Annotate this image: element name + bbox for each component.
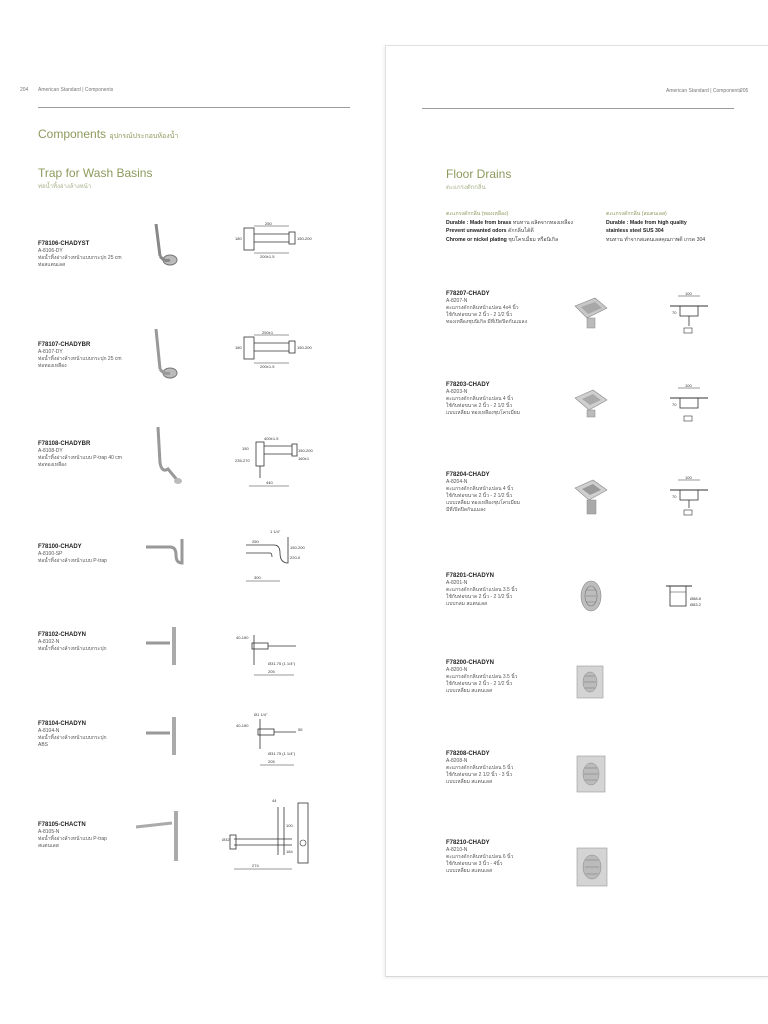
title-en: Components xyxy=(38,127,107,141)
dimension-label: Ø32 xyxy=(222,837,230,842)
dimension-label: 150-200 xyxy=(297,236,312,241)
product-line: ท่อสแตนเลส xyxy=(38,262,66,268)
product-line: มีที่เปิดปิดกันแมลง xyxy=(446,507,486,513)
dimension-label: 100 xyxy=(685,384,692,388)
product-line: ท่อน้ำทิ้งอ่างล้างหน้าแบบกระปุก 25 cm xyxy=(38,255,122,261)
dimension-label: 100 xyxy=(286,823,293,828)
product-line: ท่อน้ำทิ้งอ่างล้างหน้าแบบกระปุก xyxy=(38,646,107,652)
dimension-label: 205 xyxy=(268,759,275,764)
section-subtitle: ท่อน้ำทิ้งอ่างล้างหน้า xyxy=(38,184,92,190)
product-line: ตะแกรงดักกลิ่นหน้าแปลน 3.5 นิ้ว xyxy=(446,587,518,593)
intro-line: Durable : Made from high quality xyxy=(606,219,687,226)
product-item xyxy=(38,631,158,653)
product-line: ตะแกรงดักกลิ่นหน้าแปลน 6 นิ้ว xyxy=(446,854,514,860)
dimension-label: 235-270 xyxy=(235,458,250,463)
product-line: ตะแกรงดักกลิ่นหน้าแปลน 4 นิ้ว xyxy=(446,396,514,402)
dimension-label: 205 xyxy=(268,669,275,674)
product-line: A-8201-N xyxy=(446,580,468,586)
technical-drawing xyxy=(234,709,314,769)
product-item xyxy=(38,543,158,565)
dimension-label: Ø88.8 xyxy=(690,596,701,601)
product-line: ใช้กับท่อขนาด 3 นิ้ว - 4นิ้ว xyxy=(446,861,503,867)
product-code: F78107-CHADYBR xyxy=(38,342,91,348)
dimension-label: 250±1 xyxy=(262,330,274,335)
dimension-label: 184 xyxy=(286,849,293,854)
product-code: F78203-CHADY xyxy=(446,382,490,388)
product-line: A-8102-N xyxy=(38,639,60,645)
dimension-label: 180 xyxy=(235,236,242,241)
dimension-label: 55 xyxy=(298,727,303,732)
technical-drawing xyxy=(666,384,712,428)
product-photo-bottle-trap xyxy=(142,623,188,669)
dimension-label: 300 xyxy=(254,575,261,580)
product-line: ใช้กับท่อขนาด 2 นิ้ว - 2 1/2 นิ้ว xyxy=(446,681,513,687)
product-photo-p-trap xyxy=(142,533,188,573)
page-title xyxy=(38,127,178,142)
product-line: A-8200-N xyxy=(446,667,468,673)
dimension-label: 150-200 xyxy=(298,448,313,453)
technical-drawing xyxy=(234,325,314,370)
intro-line: Chrome or nickel plating ชุบโครเมี่ยม หรือนิเกิล xyxy=(446,236,559,243)
intro-line: Prevent unwanted odors ดักกลิ่นได้ดี xyxy=(446,228,534,235)
technical-drawing xyxy=(234,220,314,260)
product-line: แบบเหลี่ยม สแตนเลส xyxy=(446,868,493,874)
product-line: A-8106-DY xyxy=(38,248,63,254)
product-item xyxy=(38,440,158,469)
product-line: A-8100-SP xyxy=(38,551,63,557)
dimension-label: Ø83.2 xyxy=(690,602,701,607)
product-item xyxy=(446,659,566,695)
product-item xyxy=(446,471,566,514)
product-code: F78201-CHADYN xyxy=(446,573,495,579)
product-photo-floor-drain xyxy=(571,476,611,520)
right-page xyxy=(385,45,768,977)
product-photo-floor-drain xyxy=(571,294,611,334)
product-line: ท่อทองเหลือง xyxy=(38,462,67,468)
product-code: F78100-CHADY xyxy=(38,544,82,550)
dimension-label: 160±1 xyxy=(298,456,310,461)
product-line: ตะแกรงดักกลิ่นหน้าแปลน 5 นิ้ว xyxy=(446,765,514,771)
technical-drawing xyxy=(666,292,712,336)
technical-drawing xyxy=(234,625,314,680)
dimension-label: 44 xyxy=(272,798,277,803)
product-line: ใช้กับท่อขนาด 2 นิ้ว - 2 1/2 นิ้ว xyxy=(446,594,513,600)
right-header-rule xyxy=(422,108,734,109)
product-line: แบบเหลี่ยม ทองเหลืองชุบโครเมี่ยม xyxy=(446,500,521,506)
section-title: Trap for Wash Basins xyxy=(38,166,153,180)
dimension-label: 70 xyxy=(672,494,677,499)
left-page-number: 204 xyxy=(20,87,29,93)
dimension-label: 250 xyxy=(265,221,272,226)
product-line: ท่อน้ำทิ้งอ่างล้างหน้าแบบกระปุก xyxy=(38,735,107,741)
product-code: F78104-CHADYN xyxy=(38,721,87,727)
dimension-label: 220-0 xyxy=(290,555,301,560)
product-code: F78200-CHADYN xyxy=(446,660,495,666)
product-line: ตะแกรงดักกลิ่นหน้าแปลน 4 นิ้ว xyxy=(446,486,514,492)
technical-drawing xyxy=(662,580,712,614)
product-line: ตะแกรงดักกลิ่นหน้าแปลน 3.5 นิ้ว xyxy=(446,674,518,680)
product-line: ท่อทองเหลือง xyxy=(38,363,67,369)
dimension-label: 440 xyxy=(266,480,273,485)
product-line: A-8210-N xyxy=(446,847,468,853)
dimension-label: 100 xyxy=(685,292,692,296)
dimension-label: 250 xyxy=(252,539,259,544)
dimension-label: 70 xyxy=(672,402,677,407)
product-line: A-8203-N xyxy=(446,389,468,395)
product-photo-square-drain xyxy=(574,752,608,796)
product-line: สแตนเลส xyxy=(38,843,59,849)
product-photo-square-drain xyxy=(574,844,610,890)
technical-drawing xyxy=(666,476,712,520)
product-line: ABS xyxy=(38,742,49,748)
product-item xyxy=(446,572,566,608)
intro-line: stainless steel SUS 304 xyxy=(606,228,664,235)
dimension-label: 1 1/4" xyxy=(270,529,281,534)
product-photo-p-trap xyxy=(148,423,188,489)
product-line: A-8204-N xyxy=(446,479,468,485)
product-photo-square-drain xyxy=(574,662,608,702)
dimension-label: 40-150 xyxy=(236,723,249,728)
dimension-label: 150 xyxy=(242,446,249,451)
product-item xyxy=(38,240,158,269)
product-line: A-8105-N xyxy=(38,829,60,835)
product-line: แบบเหลี่ยม สแตนเลส xyxy=(446,779,493,785)
product-photo-floor-drain xyxy=(571,386,611,426)
product-photo-round-drain xyxy=(576,578,606,614)
section-subtitle: ตะแกรงดักกลิ่น xyxy=(446,185,486,191)
product-item xyxy=(38,341,158,370)
dimension-label: Ø31.75 (1 1/4") xyxy=(268,751,296,756)
left-running-header: American Standard | Components xyxy=(38,87,114,93)
product-photo-bottle-trap xyxy=(142,713,188,759)
dimension-label: 150-200 xyxy=(297,345,312,350)
dimension-label: Ø31.75 (1 1/4") xyxy=(268,661,296,666)
dimension-label: 100 xyxy=(685,476,692,480)
product-code: F78108-CHADYBR xyxy=(38,441,91,447)
product-code: F78207-CHADY xyxy=(446,291,490,297)
product-photo-bottle-trap xyxy=(148,325,188,385)
product-line: แบบเหลี่ยม สแตนเลส xyxy=(446,688,493,694)
dimension-label: 200±1.5 xyxy=(260,254,275,259)
product-code: F78210-CHADY xyxy=(446,840,490,846)
product-line: ท่อน้ำทิ้งอ่างล้างหน้าแบบ P-trap xyxy=(38,836,107,842)
intro-brass xyxy=(446,210,611,244)
intro-heading: ตะแกรงดักกลิ่น (สแตนเลส) xyxy=(606,211,667,217)
product-line: ตะแกรงดักกลิ่นหน้าแปลน 4x4 นิ้ว xyxy=(446,305,519,311)
dimension-label: 200±1.5 xyxy=(260,364,275,369)
product-code: F78204-CHADY xyxy=(446,472,490,478)
product-line: A-8104-N xyxy=(38,728,60,734)
intro-line: Durable : Made from brass ทนทาน ผลิตจากทองเหลือง xyxy=(446,219,573,226)
dimension-label: 180 xyxy=(235,345,242,350)
product-photo-bottle-trap xyxy=(148,220,188,270)
product-code: F78106-CHADYST xyxy=(38,241,90,247)
dimension-label: 70 xyxy=(672,310,677,315)
intro-stainless xyxy=(606,210,756,244)
product-line: ทองเหลืองชุบนิเกิล มีที่เปิดปิดกันแมลง xyxy=(446,319,528,325)
dimension-label: Ø1 1/4" xyxy=(254,712,268,717)
section-title: Floor Drains xyxy=(446,167,512,181)
product-line: A-8108-DY xyxy=(38,448,63,454)
product-item xyxy=(446,381,566,417)
product-line: ท่อน้ำทิ้งอ่างล้างหน้าแบบ P-trap 40 cm xyxy=(38,455,122,461)
dimension-label: 274 xyxy=(252,863,259,868)
product-item xyxy=(446,750,566,786)
product-line: แบบกลม สแตนเลส xyxy=(446,601,488,607)
product-line: ใช้กับท่อขนาด 2 นิ้ว - 2 1/2 นิ้ว xyxy=(446,403,513,409)
dimension-label: 40-150 xyxy=(236,635,249,640)
product-line: A-8208-N xyxy=(446,758,468,764)
product-code: F78105-CHACTN xyxy=(38,822,86,828)
product-line: ใช้กับท่อขนาด 2 นิ้ว - 2 1/2 นิ้ว xyxy=(446,493,513,499)
product-code: F78208-CHADY xyxy=(446,751,490,757)
technical-drawing xyxy=(222,793,318,875)
technical-drawing xyxy=(234,430,314,490)
right-page-number: 205 xyxy=(740,88,749,94)
product-line: ใช้กับท่อขนาด 2 1/2 นิ้ว - 3 นิ้ว xyxy=(446,772,513,778)
title-th: อุปกรณ์ประกอบห้องน้ำ xyxy=(109,133,179,140)
product-line: ท่อน้ำทิ้งอ่างล้างหน้าแบบ P-trap xyxy=(38,558,107,564)
right-running-header: American Standard | Components xyxy=(666,88,742,94)
intro-heading: ตะแกรงดักกลิ่น (ทองเหลือง) xyxy=(446,211,509,217)
product-item xyxy=(446,839,566,875)
technical-drawing xyxy=(234,523,314,585)
product-line: A-8207-N xyxy=(446,298,468,304)
product-code: F78102-CHADYN xyxy=(38,632,87,638)
product-line: แบบเหลี่ยม ทองเหลืองชุบโครเมี่ยม xyxy=(446,410,521,416)
product-item xyxy=(446,290,566,326)
product-item xyxy=(38,720,158,749)
left-header-rule xyxy=(38,107,350,108)
product-line: ท่อน้ำทิ้งอ่างล้างหน้าแบบกระปุก 25 cm xyxy=(38,356,122,362)
product-line: A-8107-DY xyxy=(38,349,63,355)
intro-line: ทนทาน ทำจากสแตนเลสคุณภาพดี เกรด 304 xyxy=(606,236,706,243)
dimension-label: 150-200 xyxy=(290,545,305,550)
left-page xyxy=(0,45,385,975)
product-line: ใช้กับท่อขนาด 2 นิ้ว - 2 1/2 นิ้ว xyxy=(446,312,513,318)
product-photo-p-trap xyxy=(132,805,188,867)
dimension-label: 400±1.5 xyxy=(264,436,279,441)
